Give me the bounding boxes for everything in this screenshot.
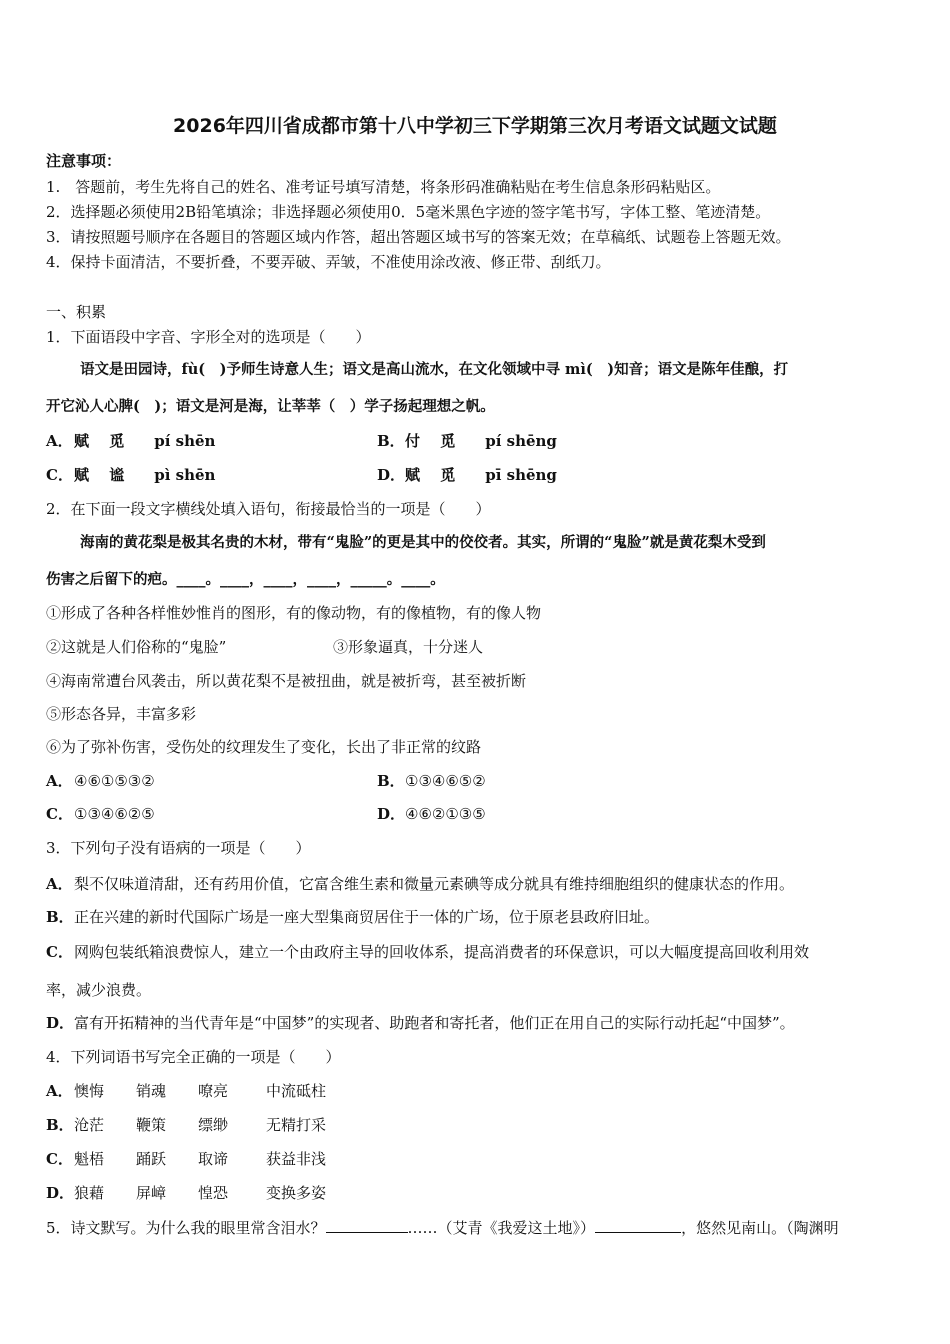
word: 惶恐 — [198, 1184, 229, 1202]
option-text: 网购包装纸箱浪费惊人，建立一个由政府主导的回收体系，提高消费者的环保意识，可以大幅度提高回收利用效 — [74, 943, 810, 961]
word: 踊跃 — [136, 1150, 167, 1168]
question-4-stem: 4．下列词语书写完全正确的一项是（ ） — [46, 1048, 341, 1066]
answer-blank[interactable] — [326, 1217, 408, 1233]
sentence-4: ④海南常遭台风袭击，所以黄花梨不是被扭曲，就是被折弯，甚至被折断 — [46, 672, 527, 690]
option-text: 梨不仅味道清甜，还有药用价值，它富含维生素和微量元素碘等成分就具有维持细胞组织的健康状态的作用。 — [74, 875, 795, 893]
option-text: 付 觅 pí shēng — [405, 432, 557, 450]
sentence-6: ⑥为了弥补伤害，受伤处的纹理发生了变化，长出了非正常的纹路 — [46, 738, 482, 756]
question-2-passage: 海南的黄花梨是极其名贵的木材，带有“鬼脸”的更是其中的佼佼者。其实，所谓的“鬼脸”就是黄花梨木受到 — [80, 534, 766, 551]
option-letter: B． — [377, 432, 405, 450]
page-title: 2026年四川省成都市第十八中学初三下学期第三次月考语文试题文试题 — [173, 115, 777, 137]
option-text: ④⑥①⑤③② — [74, 772, 155, 790]
question-5 — [46, 1217, 839, 1238]
option-letter: A． — [46, 432, 73, 450]
question-3-option-c[interactable] — [46, 942, 809, 962]
option-text: ①③④⑥②⑤ — [74, 805, 155, 823]
question-2-option-c[interactable] — [46, 804, 155, 824]
option-letter: D． — [377, 466, 406, 484]
question-1-option-c[interactable] — [46, 465, 215, 485]
question-1-passage: 语文是田园诗，fù( )予师生诗意人生；语文是高山流水，在文化领域中寻 mì( )知音；语文是陈年佳酿，打 — [80, 361, 789, 378]
question-3-option-b[interactable] — [46, 907, 659, 927]
option-letter: A． — [46, 1082, 73, 1100]
question-1-option-d[interactable] — [377, 465, 557, 485]
word: 变换多姿 — [266, 1184, 327, 1202]
question-5-text: 5．诗文默写。为什么我的眼里常含泪水？ — [46, 1219, 326, 1237]
sentence-2: ②这就是人们俗称的“鬼脸” — [46, 638, 227, 656]
question-1-passage-cont: 开它沁人心脾( )；语文是河是海，让莘莘（ ）学子扬起理想之帆。 — [46, 398, 495, 415]
option-text: 富有开拓精神的当代青年是“中国梦”的实现者、助跑者和寄托者，他们正在用自己的实际行动托起“中国梦”。 — [74, 1014, 795, 1032]
word: 嘹亮 — [198, 1082, 229, 1100]
word: 中流砥柱 — [266, 1082, 327, 1100]
question-2-option-a[interactable] — [46, 771, 155, 791]
option-text: 正在兴建的新时代国际广场是一座大型集商贸居住于一体的广场，位于原老县政府旧址。 — [74, 908, 660, 926]
notice-heading: 注意事项： — [46, 152, 122, 170]
question-2-stem: 2．在下面一段文字横线处填入语句，衔接最恰当的一项是（ ） — [46, 500, 491, 518]
question-4-option-a[interactable] — [46, 1081, 326, 1101]
question-5-text: ，悠然见南山。（陶渊明 — [681, 1219, 839, 1237]
option-letter: B． — [46, 1116, 74, 1134]
sentence-1: ①形成了各种各样惟妙惟肖的图形，有的像动物，有的像植物，有的像人物 — [46, 604, 542, 622]
notice-item: 1. 答题前，考生先将自己的姓名、准考证号填写清楚，将条形码准确粘贴在考生信息条形码粘贴区。 — [46, 178, 721, 196]
word: 缥缈 — [198, 1116, 229, 1134]
option-letter: C． — [46, 943, 73, 961]
word: 取谛 — [198, 1150, 229, 1168]
notice-item: 4．保持卡面清洁，不要折叠，不要弄破、弄皱，不准使用涂改液、修正带、刮纸刀。 — [46, 253, 611, 271]
word: 无精打采 — [266, 1116, 327, 1134]
question-4-option-b[interactable] — [46, 1115, 326, 1135]
sentence-5: ⑤形态各异，丰富多彩 — [46, 705, 197, 723]
option-letter: A． — [46, 772, 73, 790]
question-1-option-b[interactable] — [377, 431, 557, 451]
option-letter: D． — [46, 1014, 75, 1032]
option-letter: C． — [46, 805, 73, 823]
option-text: 赋 觅 pí shēn — [74, 432, 216, 450]
question-3-option-a[interactable] — [46, 874, 794, 894]
word: 懊悔 — [74, 1082, 105, 1100]
question-3-option-c-cont: 率，减少浪费。 — [46, 981, 152, 999]
word: 魁梧 — [74, 1150, 105, 1168]
option-letter: B． — [46, 908, 74, 926]
question-2-passage-cont: 伤害之后留下的疤。____。____，____，____，_____。____。 — [46, 571, 445, 588]
question-1-stem: 1．下面语段中字音、字形全对的选项是（ ） — [46, 328, 371, 346]
option-letter: D． — [377, 805, 406, 823]
section-heading: 一、积累 — [46, 303, 107, 321]
option-letter: B． — [377, 772, 405, 790]
option-letter: C． — [46, 466, 73, 484]
question-4-option-d[interactable] — [46, 1183, 326, 1203]
question-2-option-b[interactable] — [377, 771, 486, 791]
answer-blank[interactable] — [595, 1217, 681, 1233]
word: 屏嶂 — [136, 1184, 167, 1202]
word: 销魂 — [136, 1082, 167, 1100]
question-2-option-d[interactable] — [377, 804, 486, 824]
option-text: 赋 谧 pì shēn — [74, 466, 216, 484]
word: 鞭策 — [136, 1116, 167, 1134]
option-text: ①③④⑥⑤② — [405, 772, 486, 790]
option-letter: D． — [46, 1184, 75, 1202]
notice-item: 2．选择题必须使用2B铅笔填涂；非选择题必须使用0．5毫米黑色字迹的签字笔书写，字体工整、笔迹清楚。 — [46, 203, 771, 221]
question-3-stem: 3．下列句子没有语病的一项是（ ） — [46, 839, 311, 857]
word: 狼藉 — [74, 1184, 105, 1202]
question-4-option-c[interactable] — [46, 1149, 326, 1169]
word: 沧茫 — [74, 1116, 105, 1134]
option-letter: C． — [46, 1150, 73, 1168]
notice-item: 3．请按照题号顺序在各题目的答题区域内作答，超出答题区域书写的答案无效；在草稿纸、试题卷上答题无效。 — [46, 228, 791, 246]
question-1-option-a[interactable] — [46, 431, 215, 451]
question-5-text: ……（艾青《我爱这土地》） — [407, 1219, 596, 1237]
option-text: ④⑥②①③⑤ — [405, 805, 486, 823]
question-3-option-d[interactable] — [46, 1013, 795, 1033]
word: 获益非浅 — [266, 1150, 327, 1168]
option-text: 赋 觅 pī shēng — [405, 466, 557, 484]
sentence-3: ③形象逼真，十分迷人 — [333, 638, 484, 656]
option-letter: A． — [46, 875, 73, 893]
